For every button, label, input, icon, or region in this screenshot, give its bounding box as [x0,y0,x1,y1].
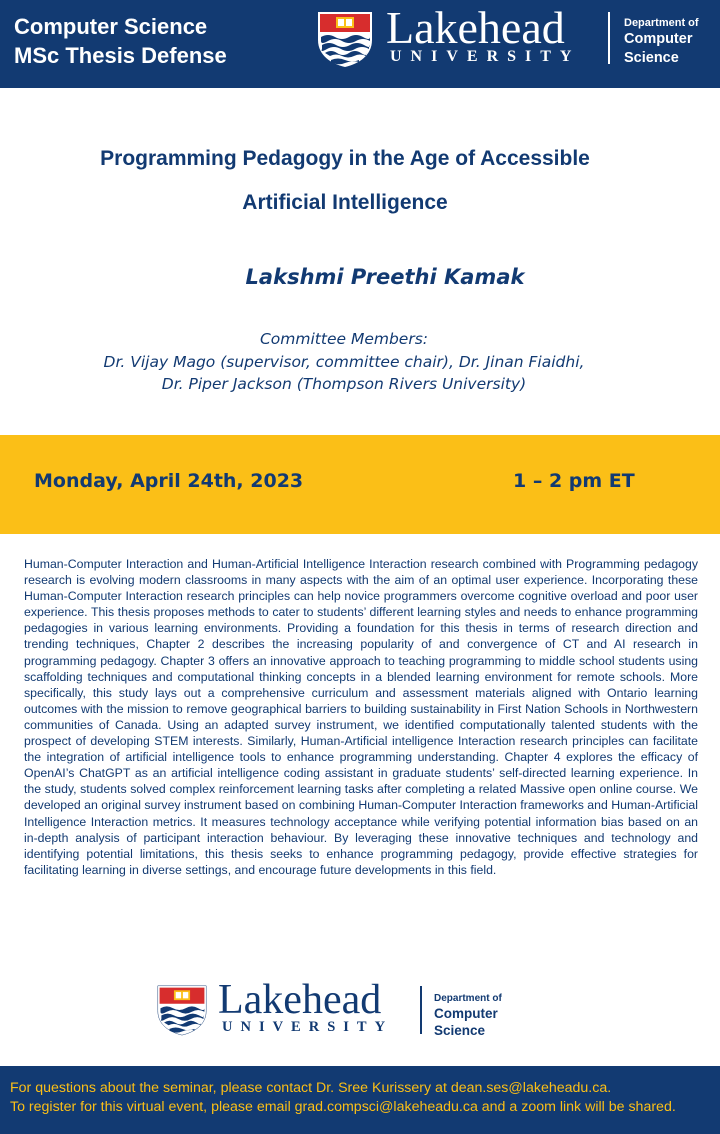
logo-dept-line3: Science [624,50,679,66]
header-banner [0,0,720,88]
committee-line2: Dr. Piper Jackson (Thompson Rivers University) [161,375,527,393]
logo-wordmark: Lakehead [386,2,565,53]
footer-contact: For questions about the seminar, please contact Dr. Sree Kurissery at dean.ses@lakeheadu.ca. [10,1080,612,1096]
lakehead-logo-top [314,2,714,74]
logo-dept-line2: Computer [434,1006,498,1021]
abstract-text: Human-Computer Interaction and Human-Artificial Intelligence Interaction research combined with Programming pedagogy research is evolving modern classrooms in many aspects with the aim of an optimal user experience. Incorporating these Human-Computer Interaction research principles can help novice programmers overcome cognitive overload and poor user experience. This thesis proposes methods to cater to students’ different learning styles and needs to enhance programming pedagogies in various learning environments. Providing a foundation for this thesis in terms of research direction and trending techniques, Chapter 2 describes the increasing popularity of and convergence of CT and AI research in programming pedagogy. Chapter 3 offers an innovative approach to teaching programming to middle school students using scaffolding techniques and computational thinking concepts in a blended learning environment for remote schools. More specifically, this study lays out a comprehensive curriculum and assessment materials aligned with Ontario learning outcomes with the mission to remove geographical barriers to building sustainability in First Nation Schools in Northwestern communities of Canada. Using an adapted survey instrument, we identified computationally talented students with the prospect of developing STEM interests. Similarly, Human-Artificial intelligence Interaction research principles can facilitate the integration of artificial intelligence tools to enhance programming understanding. Chapter 4 explores the efficacy of OpenAI’s ChatGPT as an artificial intelligence coding assistant in graduate students’ self-directed learning experience. In the study, students solved complex reinforcement learning tasks after completing a related Massive open online course. We developed an original survey instrument based on combining Human-Computer Interaction frameworks and Human-Artificial Intelligence Interaction metrics. It measures technology acceptance while verifying potential information bias based on an in-depth analysis of participant interaction behaviour. By leveraging these innovative techniques and technology and identifying potential limitations, this thesis seeks to enhance programming pedagogy, provide effective strategies for facilitating learning in diverse settings, and encourage future developments in this field. [24,557,698,877]
logo-dept-line3: Science [434,1023,486,1038]
logo-department [434,992,502,1039]
event-title [14,12,227,70]
thesis-title-line2: Artificial Intelligence [242,191,448,214]
logo-divider [420,986,422,1034]
logo-dept-line1: Department of [624,17,699,29]
committee-heading: Committee Members: [259,330,429,348]
lakehead-logo-bottom [154,977,534,1042]
event-title-line2: MSc Thesis Defense [14,43,227,68]
logo-subtitle: UNIVERSITY [390,48,581,65]
logo-dept-line2: Computer [624,31,693,47]
crest-icon [156,984,208,1036]
thesis-title-line1: Programming Pedagogy in the Age of Accessible [100,147,590,170]
author-name: Lakshmi Preethi Kamak [245,265,525,289]
footer-registration: To register for this virtual event, please email grad.compsci@lakeheadu.ca and a zoom link will be shared. [10,1099,676,1115]
logo-wordmark: Lakehead [218,977,382,1023]
logo-subtitle: UNIVERSITY [222,1019,394,1035]
logo-dept-line1: Department of [434,993,502,1004]
schedule-band [0,435,720,534]
event-time: 1 – 2 pm ET [513,470,635,492]
logo-department [624,16,699,68]
crest-icon [316,10,374,68]
event-date: Monday, April 24th, 2023 [34,470,304,492]
event-title-line1: Computer Science [14,14,208,39]
footer-banner [0,1066,720,1134]
logo-divider [608,12,610,64]
committee-line1: Dr. Vijay Mago (supervisor, committee chair), Dr. Jinan Fiaidhi, [103,353,585,371]
